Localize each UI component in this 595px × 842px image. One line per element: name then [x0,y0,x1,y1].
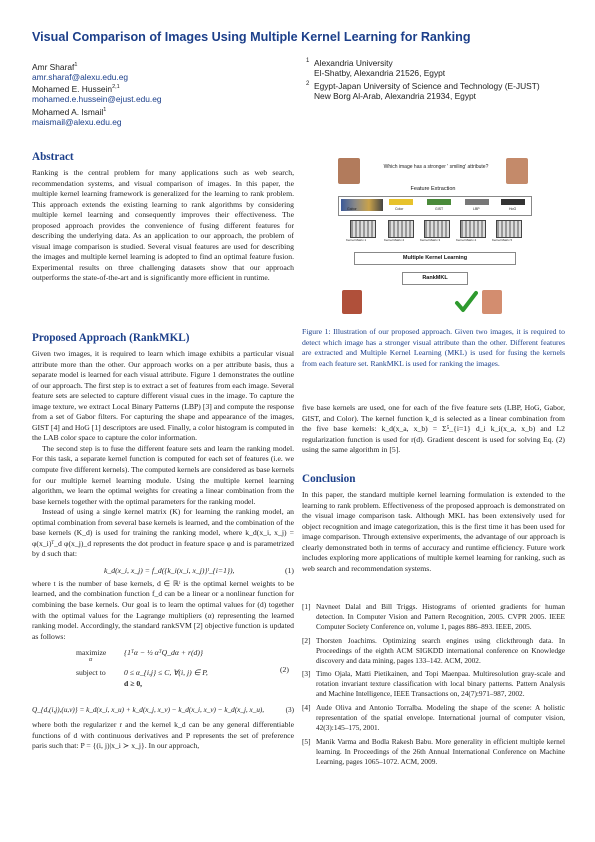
reference-text: Manik Varma and Bodla Rakesh Babu. More generality in efficient multiple kernel learning. In Proceedings of the 26th Annual International Conference on Machine Learning, pages 1065–1072. ACM, 2009. [316,736,565,766]
approach-paragraph-3: Instead of using a single kernel matrix (K) for learning the ranking model, an optimal combination from several base kernels is learned, and the combination of the base kernels (K_d) is used for training the ranking model, where k_d(x_i, x_j) = φ(x_i)ᵀ_d φ(x_j)_d represents the dot product in feature space φ and is parametrized by d such that: [32,507,294,559]
affiliation-2 [306,81,576,102]
hog-icon [501,199,525,205]
equation-3-body: Q_{d,(i,j),(u,v)} = k_d(x_i, x_u) + k_d(x_j, x_v) − k_d(x_i, x_v) − k_d(x_j, x_u), [32,706,265,715]
reference-number: [5] [302,736,311,746]
figure-caption [302,327,565,369]
equation-1-body: k_d(x_i, x_j) = f_d({k_i(x_i, x_j)}ᵗ_{i=1}), [104,565,235,575]
feature-label: LBP [473,207,480,211]
approach-heading: Proposed Approach (RankMKL) [32,332,190,344]
conclusion-text: In this paper, the standard multiple kernel learning formulation is extended to the learning to rank problem. Effectiveness of the proposed approach is demonstrated on the visual image comparison task. Although MKL has been extensively used for object recognition and image categorization, this is the first time it has been used for image comparison. Through extensive experiments, the advantage of our approach is clearly demonstrated both in terms of accuracy and runtime efficiency. Future work includes exploring more applications of multiple kernel learning for ranking, such as web search and recommendation systems. [302,490,565,573]
feature-strip [338,196,532,216]
kernel-matrix-icon [460,220,486,238]
kernel-matrix-icon [350,220,376,238]
author-email[interactable]: maismail@alexu.edu.eg [32,116,122,127]
figure-question: Which image has a stronger ' smiling' attribute? [383,164,489,170]
author-2 [32,82,292,104]
face-image-right [506,158,528,184]
right-column-text [302,403,565,456]
figure-caption-text: Figure 1: Illustration of our proposed approach. Given two images, it is required to detect which image has a stronger visual attribute than the other. Different features are extracted and Multiple Kernel Learning (MKL) is used for fusing the kernels from each feature set. RankMKL is used for ranking the images. [302,327,565,368]
paper-title: Visual Comparison of Images Using Multiple Kernel Learning for Ranking [32,30,471,44]
face-image-left [338,158,360,184]
reference-number: [1] [302,602,311,611]
reference-text: Aude Oliva and Antonio Torralba. Modeling the shape of the scene: A holistic representation of the spatial envelope. International journal of computer vision, 42(3):145–175, 2001. [316,703,565,732]
color-histogram-icon [389,199,413,205]
equation-2 [32,646,294,698]
eq2-maximize-label: maximize [76,648,107,658]
affiliation-sup: 2 [306,80,310,87]
reference-item [302,737,565,767]
author-email[interactable]: mohamed.e.hussein@ejust.edu.eg [32,94,162,105]
lbp-icon [465,199,489,205]
author-sup: 1 [74,62,78,68]
author-sup: 2,1 [112,84,120,91]
approach-paragraph-4: where t is the number of base kernels, d ∈ ℝᵗ is the optimal kernel weights to be learned, and the combination function f_d can be a linear or a nonlinear function for combining the base kernels. Our goal is to learn the optimal values for (d) together with the optimal values for the Lagrange multipliers (α) representing the learned ranking model. Accordingly, the standard rankSVM [2] objective function is updated as follows: [32,578,294,641]
author-sup: 1 [103,106,107,113]
rankmkl-box: RankMKL [402,272,468,285]
result-face-left [342,290,362,314]
reference-item [302,703,565,733]
kernel-label: Kernel Matrix 3 [420,238,441,242]
reference-text: Thorsten Joachims. Optimizing search engines using clickthrough data. In Proceedings of the eighth ACM SIGKDD international conference on Knowledge discovery and data mining, pages 133–142. ACM, 2002. [316,635,565,665]
equation-1 [32,566,294,575]
figure-1 [334,156,534,316]
approach-paragraph-2: The second step is to fuse the different feature sets and learn the ranking model. For this task, a separate kernel function is computed for each set of features (i.e. we compute five different kernels). The computed kernels are considered as base kernels for our multiple kernel learning module. Using the multiple kernel learning algorithm, we learn the optimal weights for creating a linear combination from the base kernels together with the optimal parameters for the ranking model. [32,443,294,506]
kernel-label: Kernel Matrix 2 [384,238,405,242]
abstract-section [32,151,294,284]
kernel-matrix-icon [388,220,414,238]
reference-item [302,636,565,666]
kernel-label: Kernel Matrix 1 [346,238,367,242]
conclusion-heading: Conclusion [302,473,356,485]
reference-item [302,669,565,699]
kernel-matrix-icon [496,220,522,238]
result-face-right [482,290,502,314]
eq2-constraint-1: 0 ≤ α_{i,j} ≤ C, ∀(i, j) ∈ P, [124,668,208,678]
reference-number: [2] [302,635,311,645]
eq2-maximize-under: α [89,657,93,664]
kernel-label: Kernel Matrix 5 [492,238,513,242]
abstract-text: Ranking is the central problem for many applications such as web search, recommendation systems, and visual comparison of images. In this paper, the multiple kernel learning framework is generalized for the learning to rank problem. This approach extends the existing learning to rank algorithms by considering multiple kernel learning and consequently improves their effectiveness. The proposed approach provides the convenience of fusing different features for describing the underlying data. As an application to our approach, the problem of visual image comparison is studied. Several visual features are used for describing the images and multiple kernel learning is adopted to find an optimal feature fusion. Experimental results on three challenging datasets show that our approach outperforms the state-of-the-art and is significantly more efficient in runtime. [32,168,294,283]
affiliation-sup: 1 [306,58,310,64]
abstract-heading: Abstract [32,151,74,163]
eq2-constraint-2: d ≥ 0, [124,679,143,689]
approach-paragraph-1: Given two images, it is required to learn which image exhibits a particular visual attribute more than the other. Our approach works on a per attribute basis, thus a separate model is learned for each visual attribute. Figure 1 demonstrates the outline of our approach. The first step is to extract a set of features from each image. Several feature sets are selected to capture different visual cues in the image. To capture the image texture, we extract Local Binary Patterns (LBP) [3] and compute the response from a set of Gabor filters. For capturing the shape and appearance of the images, GIST [4] and HoG [1] descriptors are used. Finally, a color histogram is computed in the LAB color space to capture the color information. [32,349,294,443]
feature-label: HoG [509,207,517,211]
affiliation-line: New Borg Al-Arab, Alexandria 21934, Egypt [314,90,477,101]
feature-label: GIST [435,207,444,211]
feature-label: Color [395,207,404,211]
conclusion-section [302,473,565,574]
reference-item [302,602,565,632]
feature-label: Gabor [347,207,357,211]
mkl-box: Multiple Kernel Learning [354,252,516,265]
eq2-objective: {1ᵀα − ½ αᵀQ_dα + r(d)} [124,648,203,658]
reference-text: Timo Ojala, Matti Pietikainen, and Topi Maenpaa. Multiresolution gray-scale and rotation invariant texture classification with local binary patterns. Pattern Analysis and Machine Intelligence, IEEE Transactions on, 24(7):971–987, 2002. [316,669,565,699]
kernel-matrix-icon [424,220,450,238]
reference-number: [3] [302,669,311,679]
checkmark-icon [454,290,478,314]
author-email[interactable]: amr.sharaf@alexu.edu.eg [32,72,129,83]
author-name: Amr Sharaf [32,61,75,72]
author-1 [32,60,292,82]
approach-paragraph-5: where both the regularizer r and the kernel k_d can be any general differentiable functions of d with continuous derivatives and P represents the set of preference paris such that: P = {(i, j)|x_i ≻ x_j}. In our approach, [32,720,294,751]
references [302,602,565,771]
author-name: Mohamed E. Hussein [32,84,113,95]
feature-extraction-label: Feature Extraction [338,186,528,196]
approach-section [32,332,294,752]
author-list [32,60,292,127]
reference-text: Navneet Dalal and Bill Triggs. Histograms of oriented gradients for human detection. In Computer Vision and Pattern Recognition, 2005. CVPR 2005. IEEE Computer Society Conference on, volume 1, pages 886–893. IEEE, 2005. [316,602,565,631]
affiliation-line: Egypt-Japan University of Science and Technology (E-JUST) [314,80,540,91]
equation-3-number: (3) [285,706,294,715]
reference-number: [4] [302,703,311,713]
affiliation-line: El-Shatby, Alexandria 21526, Egypt [314,68,446,79]
affiliation-line: Alexandria University [314,58,393,68]
affiliation-1 [306,58,576,79]
affiliation-list [306,58,576,103]
kernel-label: Kernel Matrix 4 [456,238,477,242]
equation-3 [32,706,294,714]
gist-icon [427,199,451,205]
author-name: Mohamed A. Ismail [32,106,104,117]
right-column-paragraph: five base kernels are used, one for each of the five feature sets (LBP, HoG, Gabor, GIST, and Color). The kernel function k_d is selected as a linear combination from the five base kernels: k_d(x_a, x_b) = Σ⁵_{i=1} d_i k_i(x_a, x_b) and L2 regularization function is used for r(d). Gradient descent is used for solving Eq. (2) using the same algorithm in [5]. [302,403,565,455]
equation-1-number: (1) [285,565,294,575]
eq2-subject-label: subject to [76,668,106,678]
author-3 [32,105,292,127]
equation-2-number: (2) [280,665,289,675]
